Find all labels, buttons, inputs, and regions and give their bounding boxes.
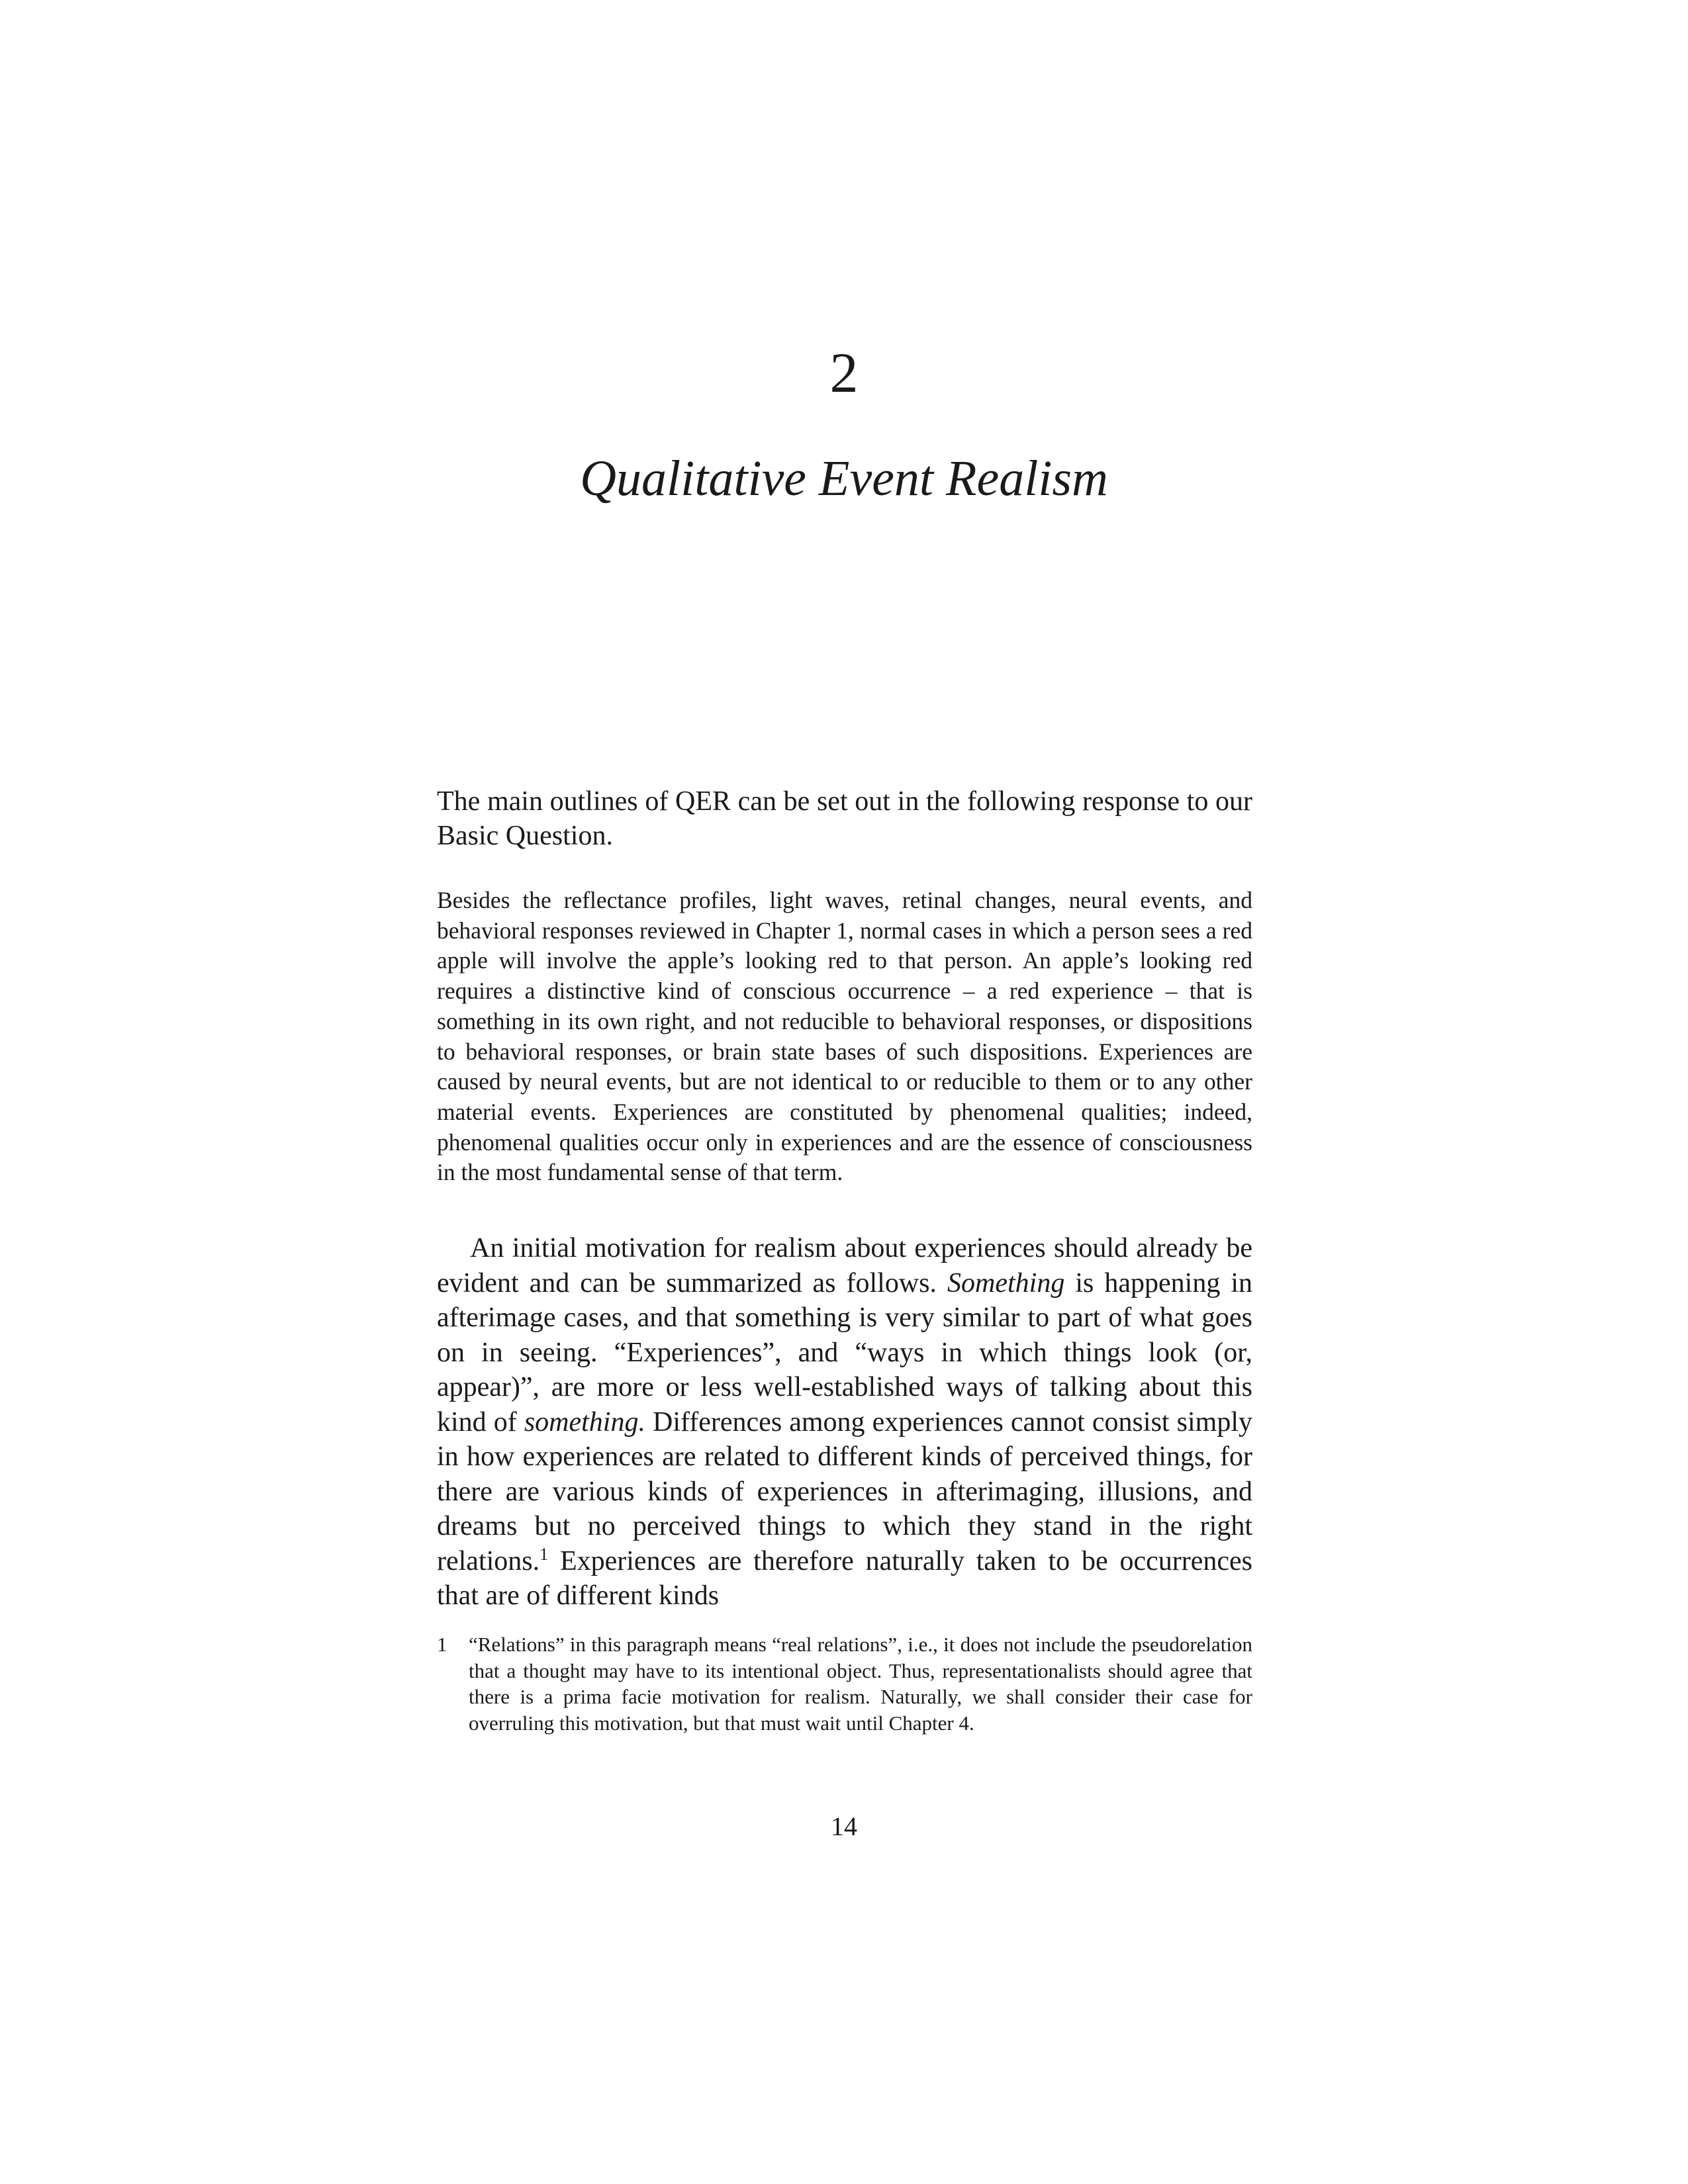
- body-text-4: Experiences are therefore naturally taken to be occurrences that are of different kinds: [437, 1545, 1253, 1611]
- chapter-number: 2: [829, 341, 859, 404]
- footnote-text: “Relations” in this paragraph means “real relations”, i.e., it does not include the pseudorelation that a thought may have to its intentional object. Thus, representationalists should agree that there is a prima facie motivation for realism. Naturally, we shall consider their case for overruling this motivation, but that must wait until Chapter 4.: [469, 1633, 1252, 1735]
- body-paragraph: [437, 1231, 1252, 1614]
- block-quote: Besides the reflectance profiles, light waves, retinal changes, neural events, and behavioral responses reviewed in Chapter 1, normal cases in which a person sees a red apple will involve the apple’s looking red to that person. An apple’s looking red requires a distinctive kind of conscious occurrence – a red experience – that is something in its own right, and not reducible to behavioral responses, or dispositions to behavioral responses, or brain state bases of such dispositions. Experiences are caused by neural events, but are not identical to or reducible to them or to any other material events. Experiences are constituted by phenomenal qualities; indeed, phenomenal qualities occur only in experiences and are the essence of consciousness in the most fundamental sense of that term.: [437, 887, 1252, 1186]
- chapter-title: Qualitative Event Realism: [580, 451, 1108, 506]
- page-number: 14: [831, 1811, 857, 1841]
- body-emphasis-1: Something: [947, 1267, 1065, 1298]
- intro-paragraph: The main outlines of QER can be set out in the following response to our Basic Question.: [437, 786, 1252, 851]
- body-text-3: Differences among experiences cannot consist simply in how experiences are related to different kinds of perceived things, for there are various kinds of experiences in afterimaging, illusions, and dreams but no perceived things to which they stand in the right relations.: [437, 1406, 1253, 1576]
- footnote-reference: 1: [539, 1544, 549, 1564]
- footnote-number: 1: [437, 1633, 447, 1656]
- footnote: [437, 1631, 1252, 1736]
- body-text-2: is happening in afterimage cases, and that something is very similar to part of what goes on in seeing. “Experiences”, and “ways in which things look (or, appear)”, are more or less well-established ways of talking about this kind of: [437, 1267, 1253, 1437]
- body-emphasis-2: something.: [524, 1406, 645, 1437]
- body-text-1: An initial motivation for realism about experiences should already be evident and can be summarized as follows.: [437, 1233, 1252, 1298]
